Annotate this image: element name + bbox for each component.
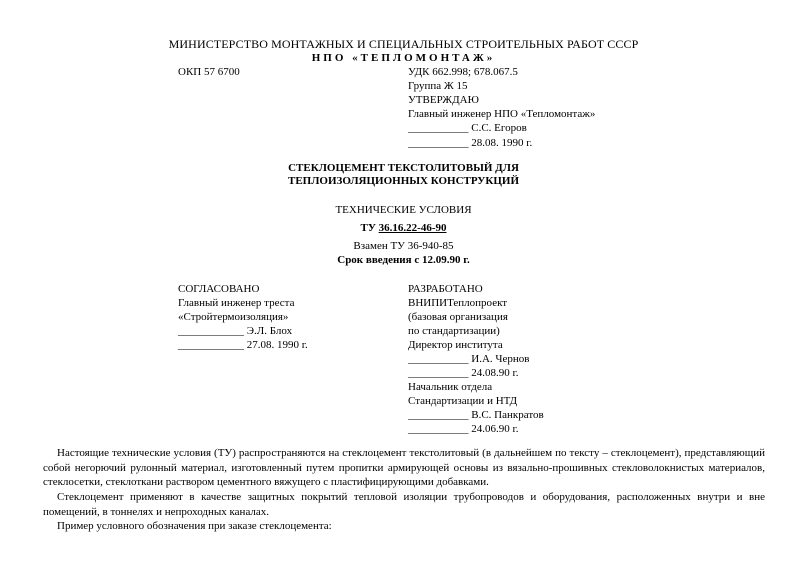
department-head-title: Начальник отдела <box>408 381 493 393</box>
replaces-line: Взамен ТУ 36-940-85 <box>353 240 454 252</box>
body-paragraph-usage: Стеклоцемент применяют в качестве защитных покрытий тепловой изоляции трубопроводов и оборудования, расположенных внутри и вне помещений, в тоннелях и непроходных каналах. <box>43 491 765 518</box>
tu-number-line <box>0 222 807 234</box>
organization-heading: НПО «ТЕПЛОМОНТАЖ» <box>311 52 496 64</box>
approver-position: Главный инженер НПО «Тепломонтаж» <box>408 108 596 120</box>
department-head-title2: Стандартизации и НТД <box>408 395 518 407</box>
agreed-organization: «Стройтермоизоляция» <box>178 311 289 323</box>
ministry-heading: МИНИСТЕРСТВО МОНТАЖНЫХ И СПЕЦИАЛЬНЫХ СТРОИТЕЛЬНЫХ РАБОТ СССР <box>168 37 639 51</box>
director-signature: ___________ И.А. Чернов <box>408 353 530 365</box>
approved-label: УТВЕРЖДАЮ <box>408 94 479 106</box>
developer-organization: ВНИПИТеплопроект <box>408 297 508 309</box>
developer-org-desc2: по стандартизации) <box>408 325 500 337</box>
effective-date: Срок введения с 12.09.90 г. <box>337 254 470 266</box>
group-code: Группа Ж 15 <box>408 80 468 92</box>
document-title-line1: СТЕКЛОЦЕМЕНТ ТЕКСТОЛИТОВЫЙ ДЛЯ <box>288 162 519 174</box>
tu-prefix: ТУ <box>360 222 376 234</box>
director-date: ___________ 24.08.90 г. <box>408 367 519 379</box>
approval-date: ___________ 28.08. 1990 г. <box>408 137 533 149</box>
agreed-label: СОГЛАСОВАНО <box>178 283 260 295</box>
agreed-position: Главный инженер треста <box>178 297 295 309</box>
udk-code: УДК 662.998; 678.067.5 <box>408 66 518 78</box>
spec-type-label: ТЕХНИЧЕСКИЕ УСЛОВИЯ <box>335 204 472 216</box>
department-head-date: ___________ 24.06.90 г. <box>408 423 519 435</box>
approver-signature: ___________ С.С. Егоров <box>408 122 527 134</box>
director-title: Директор института <box>408 339 503 351</box>
developer-org-desc1: (базовая организация <box>408 311 508 323</box>
body-paragraph-scope: Настоящие технические условия (ТУ) распространяются на стеклоцемент текстолитовый (в дальнейшем по тексту – стеклоцемент), представляющий собой негорючий рулонный материал, изготовленный путем пропитки армирующей основы из вязально-прошивных стекловолокнистых материалов, стеклосетки, стеклоткани раствором цементного вяжущего с пластифицирующими добавками. <box>43 447 765 488</box>
agreed-signature: ____________ Э.Л. Блох <box>178 325 293 337</box>
body-paragraph-example: Пример условного обозначения при заказе стеклоцемента: <box>57 520 332 532</box>
document-title-line2: ТЕПЛОИЗОЛЯЦИОННЫХ КОНСТРУКЦИЙ <box>287 175 520 187</box>
department-head-signature: ___________ В.С. Панкратов <box>408 409 544 421</box>
okp-code: ОКП 57 6700 <box>178 66 240 78</box>
developed-label: РАЗРАБОТАНО <box>408 283 483 295</box>
agreed-date: ____________ 27.08. 1990 г. <box>178 339 308 351</box>
tu-number: 36.16.22-46-90 <box>378 222 447 234</box>
